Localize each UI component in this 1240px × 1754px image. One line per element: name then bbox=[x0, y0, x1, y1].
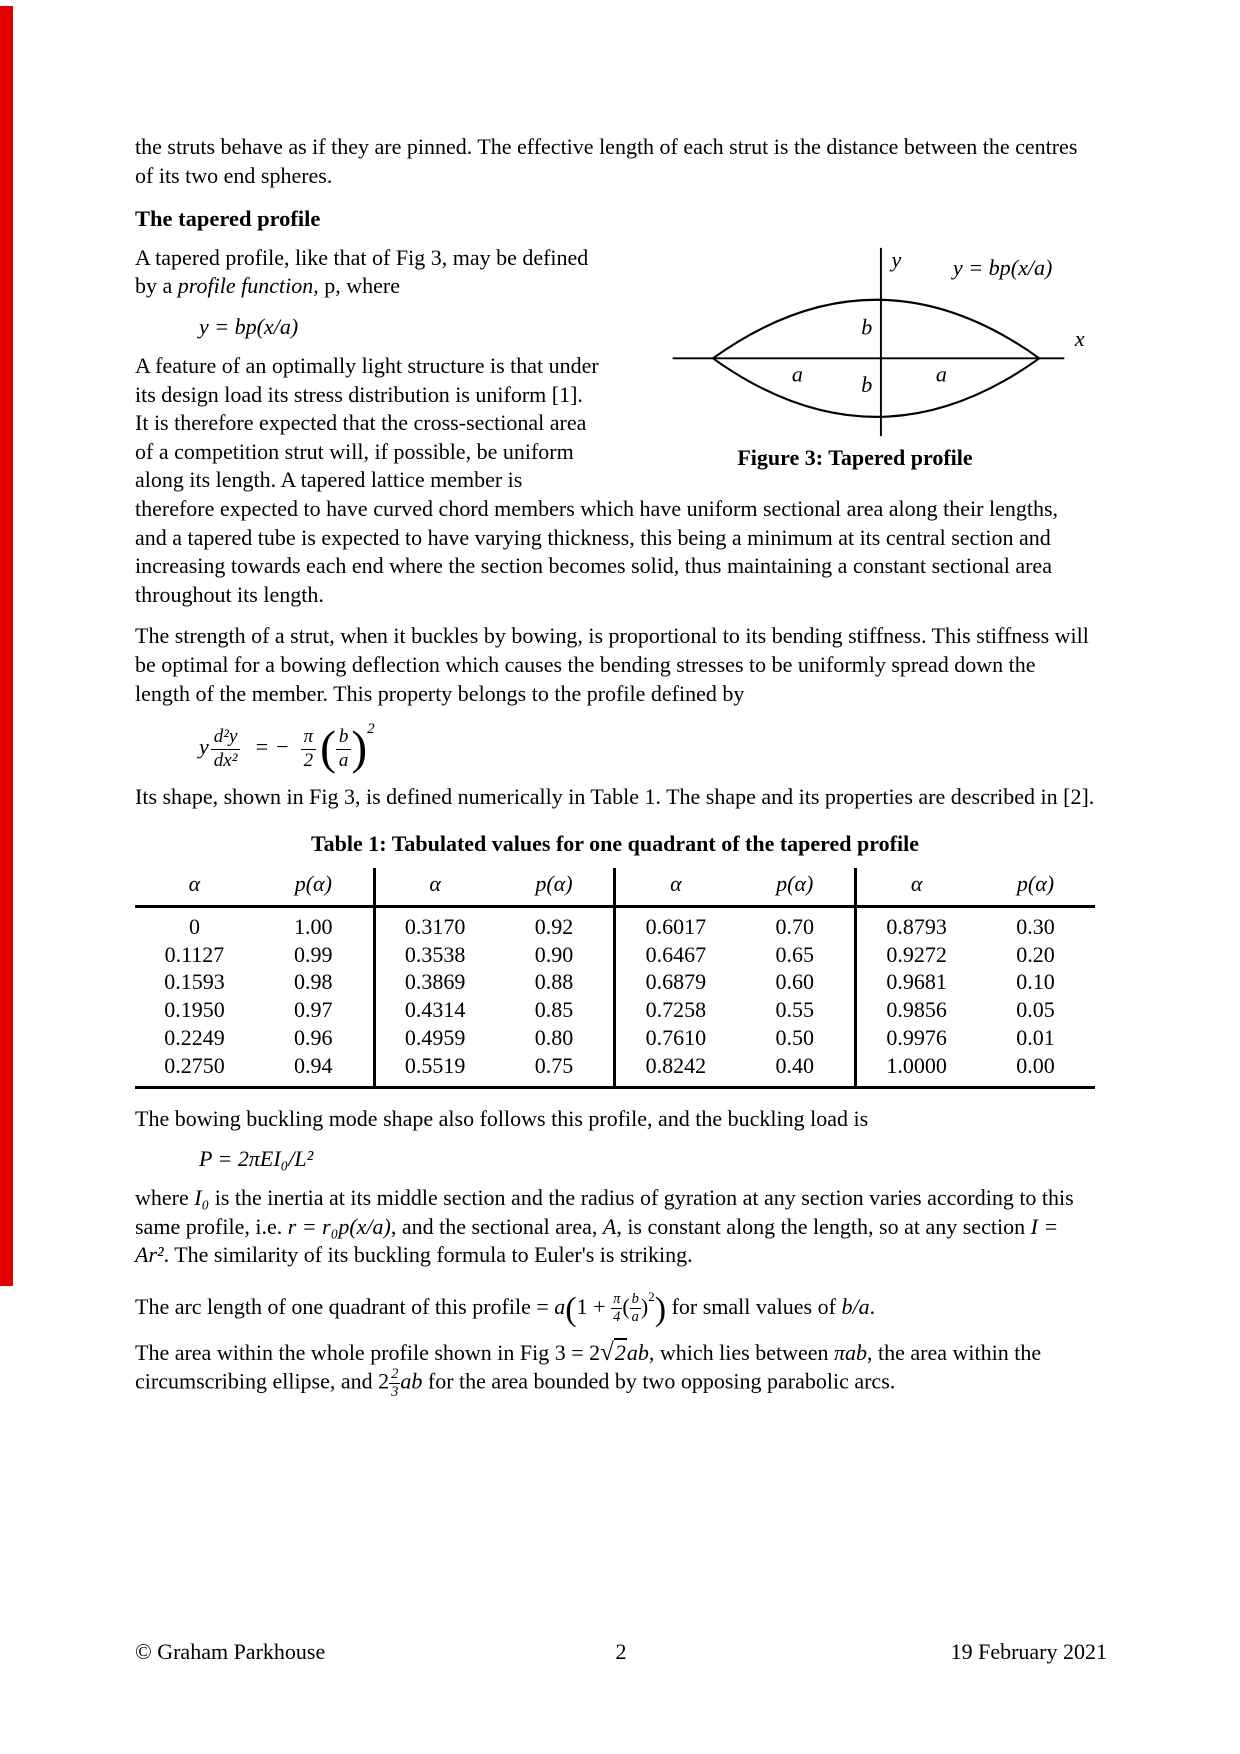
table-header-cell: α bbox=[135, 868, 254, 906]
fraction-denominator: 2 bbox=[303, 749, 314, 771]
table-cell: 0.3170 bbox=[404, 913, 466, 939]
table-cell: 0.3538 bbox=[404, 941, 466, 967]
figure-b-top-label: b bbox=[861, 314, 873, 340]
footer-date: 19 February 2021 bbox=[950, 1639, 1107, 1664]
math-fraction-two-thirds bbox=[389, 1367, 400, 1400]
figure-3-drawing bbox=[615, 246, 1095, 438]
table-cell: 0.2750 bbox=[135, 1052, 254, 1087]
table-title: Table 1: Tabulated values for one quadrant of the tapered profile bbox=[311, 830, 919, 856]
math-inline: πab bbox=[834, 1339, 868, 1365]
text-run-italic: profile function bbox=[177, 273, 314, 299]
footer-copyright: © Graham Parkhouse bbox=[135, 1639, 326, 1664]
table-cell: 0.1950 bbox=[164, 997, 225, 1023]
radical-sign: √ bbox=[600, 1338, 614, 1366]
table-cell: 0.3869 bbox=[404, 969, 466, 995]
math-exponent: 2 bbox=[367, 721, 375, 738]
text-run: The area within the whole profile shown in Fig 3 = 2 bbox=[135, 1339, 601, 1365]
table-cell: 0.1127 bbox=[164, 941, 225, 967]
fraction-denominator: 3 bbox=[391, 1383, 399, 1400]
math-inner-left-paren: ( bbox=[622, 1294, 630, 1319]
figure-b-bottom-label: b bbox=[861, 371, 873, 397]
text-run: . bbox=[869, 1294, 876, 1319]
section-heading: The tapered profile bbox=[135, 206, 321, 232]
text-run: , and the sectional area, bbox=[390, 1213, 603, 1239]
math-fraction-b-over-a bbox=[630, 1292, 641, 1325]
figure-x-axis-label: x bbox=[1074, 325, 1085, 351]
table-cell: 0.5519 bbox=[374, 1052, 494, 1087]
table-cell: 0.85 bbox=[495, 996, 615, 1024]
radicand: 2 bbox=[614, 1339, 626, 1365]
table-cell: 0.9976 bbox=[886, 1025, 947, 1051]
table-cell: 0.40 bbox=[735, 1052, 855, 1087]
math-inline: 1 + bbox=[576, 1294, 606, 1319]
table-row bbox=[135, 906, 1095, 940]
math-fraction-pi-over-2 bbox=[301, 727, 317, 771]
table-cell: 1.0000 bbox=[856, 1052, 976, 1087]
table-header-cell: p(α) bbox=[495, 868, 615, 906]
table-cell: 0.75 bbox=[495, 1052, 615, 1087]
text-run: , p, where bbox=[313, 273, 400, 299]
table-header-cell: α bbox=[615, 868, 735, 906]
revision-change-bar bbox=[0, 6, 13, 1286]
paragraph-shape-reference: Its shape, shown in Fig 3, is defined numerically in Table 1. The shape and its properties are described in [2]. bbox=[135, 784, 1095, 810]
table-cell: 0.20 bbox=[1016, 941, 1055, 967]
table-cell: 0.65 bbox=[735, 941, 855, 969]
table-cell: 0.99 bbox=[254, 941, 374, 969]
tapered-profile-table bbox=[135, 868, 1095, 1088]
fraction-denominator: a bbox=[338, 749, 349, 771]
text-run: where bbox=[135, 1185, 195, 1211]
paragraph-optimal-structure: A feature of an optimally light structure is that under its design load its stress distribution is uniform [1]. It is therefore expected that the cross-sectional area of a competition strut will, if possible, be uniform along its length. A tapered lattice member is therefore expected to have curved chord members which have uniform sectional area along their lengths, and a tapered tube is expected to have varying thickness, this being a minimum at its central section and increasing towards each end where the section becomes solid, thus maintaining a constant sectional area throughout its length. bbox=[135, 352, 1059, 607]
table-cell: 0.96 bbox=[254, 1024, 374, 1052]
table-header-cell: p(α) bbox=[976, 868, 1095, 906]
table-cell: 0.9272 bbox=[886, 941, 947, 967]
text-run: , the area within the circumscribing ellipse, and 2 bbox=[135, 1339, 1042, 1394]
math-inline: r = r₀p(x/a) bbox=[287, 1213, 391, 1239]
table-cell: 0.80 bbox=[495, 1024, 615, 1052]
table-cell: 0.4314 bbox=[404, 997, 466, 1023]
table-cell: 0.55 bbox=[735, 996, 855, 1024]
table-cell: 0.10 bbox=[1016, 969, 1055, 995]
table-cell: 0.30 bbox=[1016, 913, 1055, 939]
figure-curve-equation-label: y = bp(x/a) bbox=[952, 254, 1053, 280]
table-row bbox=[135, 1024, 1095, 1052]
math-inline: A bbox=[602, 1213, 617, 1239]
math-fraction-derivative bbox=[211, 727, 241, 771]
lens-bottom-curve bbox=[713, 358, 1039, 417]
table-cell: 0.98 bbox=[254, 968, 374, 996]
fraction-denominator: dx² bbox=[213, 749, 238, 771]
fraction-denominator: 4 bbox=[613, 1309, 621, 1325]
text-run: . The similarity of its buckling formula to Euler's is striking. bbox=[163, 1242, 693, 1268]
math-inline: b/a bbox=[841, 1294, 870, 1319]
text-run: A tapered profile, like that of Fig 3, may be defined by a bbox=[135, 244, 589, 299]
fraction-numerator: b bbox=[336, 727, 352, 750]
table-row bbox=[135, 968, 1095, 996]
paragraph-area bbox=[135, 1339, 1095, 1401]
table-cell: 0.6017 bbox=[645, 913, 707, 939]
fraction-numerator: d²y bbox=[211, 727, 241, 750]
table-header-cell: α bbox=[856, 868, 976, 906]
equation-profile-function: y = bp(x/a) bbox=[199, 313, 299, 339]
table-cell: 0.00 bbox=[976, 1052, 1095, 1087]
table-cell: 0.01 bbox=[1016, 1025, 1055, 1051]
table-cell: 0.2249 bbox=[164, 1025, 225, 1051]
figure-caption: Figure 3: Tapered profile bbox=[737, 444, 973, 470]
text-run: The arc length of one quadrant of this profile = bbox=[135, 1294, 555, 1319]
math-inline: I = Ar² bbox=[135, 1213, 1059, 1268]
math-left-paren: ( bbox=[320, 722, 336, 775]
table-cell: 0.4959 bbox=[404, 1025, 466, 1051]
footer-page-number: 2 bbox=[615, 1639, 627, 1664]
text-run: for the area bounded by two opposing parabolic arcs. bbox=[422, 1368, 896, 1394]
table-header-cell: p(α) bbox=[735, 868, 855, 906]
table-cell: 0.70 bbox=[735, 906, 855, 940]
table-row bbox=[135, 996, 1095, 1024]
figure-a-right-label: a bbox=[935, 361, 947, 387]
math-fraction-b-over-a bbox=[336, 727, 352, 771]
table-cell: 0.9681 bbox=[886, 969, 947, 995]
table-cell: 0 bbox=[188, 913, 200, 939]
table-cell: 0.7258 bbox=[645, 997, 707, 1023]
text-run: , which lies between bbox=[648, 1339, 834, 1365]
fraction-numerator: π bbox=[613, 1291, 621, 1308]
page-footer bbox=[135, 1638, 1107, 1667]
table-cell: 0.8242 bbox=[615, 1052, 735, 1087]
math-equals-minus: = − bbox=[254, 734, 290, 760]
table-cell: 0.8793 bbox=[886, 913, 947, 939]
figure-a-left-label: a bbox=[791, 361, 803, 387]
fraction-numerator: b bbox=[631, 1291, 639, 1308]
fraction-numerator: 2 bbox=[391, 1366, 399, 1383]
paragraph-buckling-mode: The bowing buckling mode shape also follows this profile, and the buckling load is bbox=[135, 1105, 869, 1131]
math-inline: ab bbox=[626, 1339, 649, 1365]
table-row bbox=[135, 941, 1095, 969]
figure-y-axis-label: y bbox=[891, 246, 902, 272]
math-inner-right-paren: ) bbox=[640, 1294, 649, 1319]
text-run: is the inertia at its middle section and the radius of gyration at any section varies according to this same profile, i.e. bbox=[135, 1185, 1074, 1239]
fraction-denominator: a bbox=[631, 1309, 639, 1325]
math-right-paren: ) bbox=[654, 1291, 667, 1328]
table-cell: 0.05 bbox=[1016, 997, 1055, 1023]
table-header-cell: α bbox=[374, 868, 494, 906]
text-run: for small values of bbox=[666, 1294, 842, 1319]
table-header-cell: p(α) bbox=[254, 868, 374, 906]
math-inline: I₀ bbox=[194, 1185, 210, 1211]
equation-buckling-load: P = 2πEI₀/L² bbox=[199, 1146, 314, 1172]
table-cell: 0.6467 bbox=[645, 941, 707, 967]
lens-top-curve bbox=[713, 300, 1039, 359]
math-left-paren: ( bbox=[565, 1291, 577, 1328]
table-cell: 0.90 bbox=[495, 941, 615, 969]
paragraph-inertia bbox=[135, 1184, 1095, 1270]
table-cell: 0.1593 bbox=[164, 969, 225, 995]
paragraph-intro: the struts behave as if they are pinned. The effective length of each strut is the distance between the centres of its two end spheres. bbox=[135, 134, 1078, 188]
math-inline: ab bbox=[400, 1368, 423, 1394]
table-cell: 0.60 bbox=[735, 968, 855, 996]
math-right-paren: ) bbox=[351, 722, 368, 775]
text-run: , is constant along the length, so at any section bbox=[616, 1213, 1031, 1239]
paragraph-strut-strength: The strength of a strut, when it buckles by bowing, is proportional to its bending stiffness. This stiffness will be optimal for a bowing deflection which causes the bending stresses to be uniformly spread down the length of the member. This property belongs to the profile defined by bbox=[135, 623, 1089, 706]
table-cell: 0.6879 bbox=[645, 969, 707, 995]
math-fraction-pi-over-4 bbox=[611, 1292, 622, 1325]
equation-ode bbox=[199, 721, 1095, 775]
figure-tapered-profile bbox=[615, 246, 1095, 473]
table-cell: 0.50 bbox=[735, 1024, 855, 1052]
table-cell: 0.7610 bbox=[645, 1025, 707, 1051]
table-row bbox=[135, 1052, 1095, 1087]
table-cell: 0.97 bbox=[254, 996, 374, 1024]
table-cell: 0.88 bbox=[495, 968, 615, 996]
paragraph-arc-length bbox=[135, 1283, 1095, 1326]
table-cell: 0.9856 bbox=[886, 997, 947, 1023]
math-var-y: y bbox=[199, 734, 209, 760]
math-inline: a bbox=[554, 1294, 566, 1319]
table-cell: 0.94 bbox=[254, 1052, 374, 1087]
math-exponent: 2 bbox=[648, 1289, 655, 1304]
fraction-numerator: π bbox=[301, 727, 317, 750]
table-cell: 1.00 bbox=[254, 906, 374, 940]
table-cell: 0.92 bbox=[495, 906, 615, 940]
table-header-row bbox=[135, 868, 1095, 906]
